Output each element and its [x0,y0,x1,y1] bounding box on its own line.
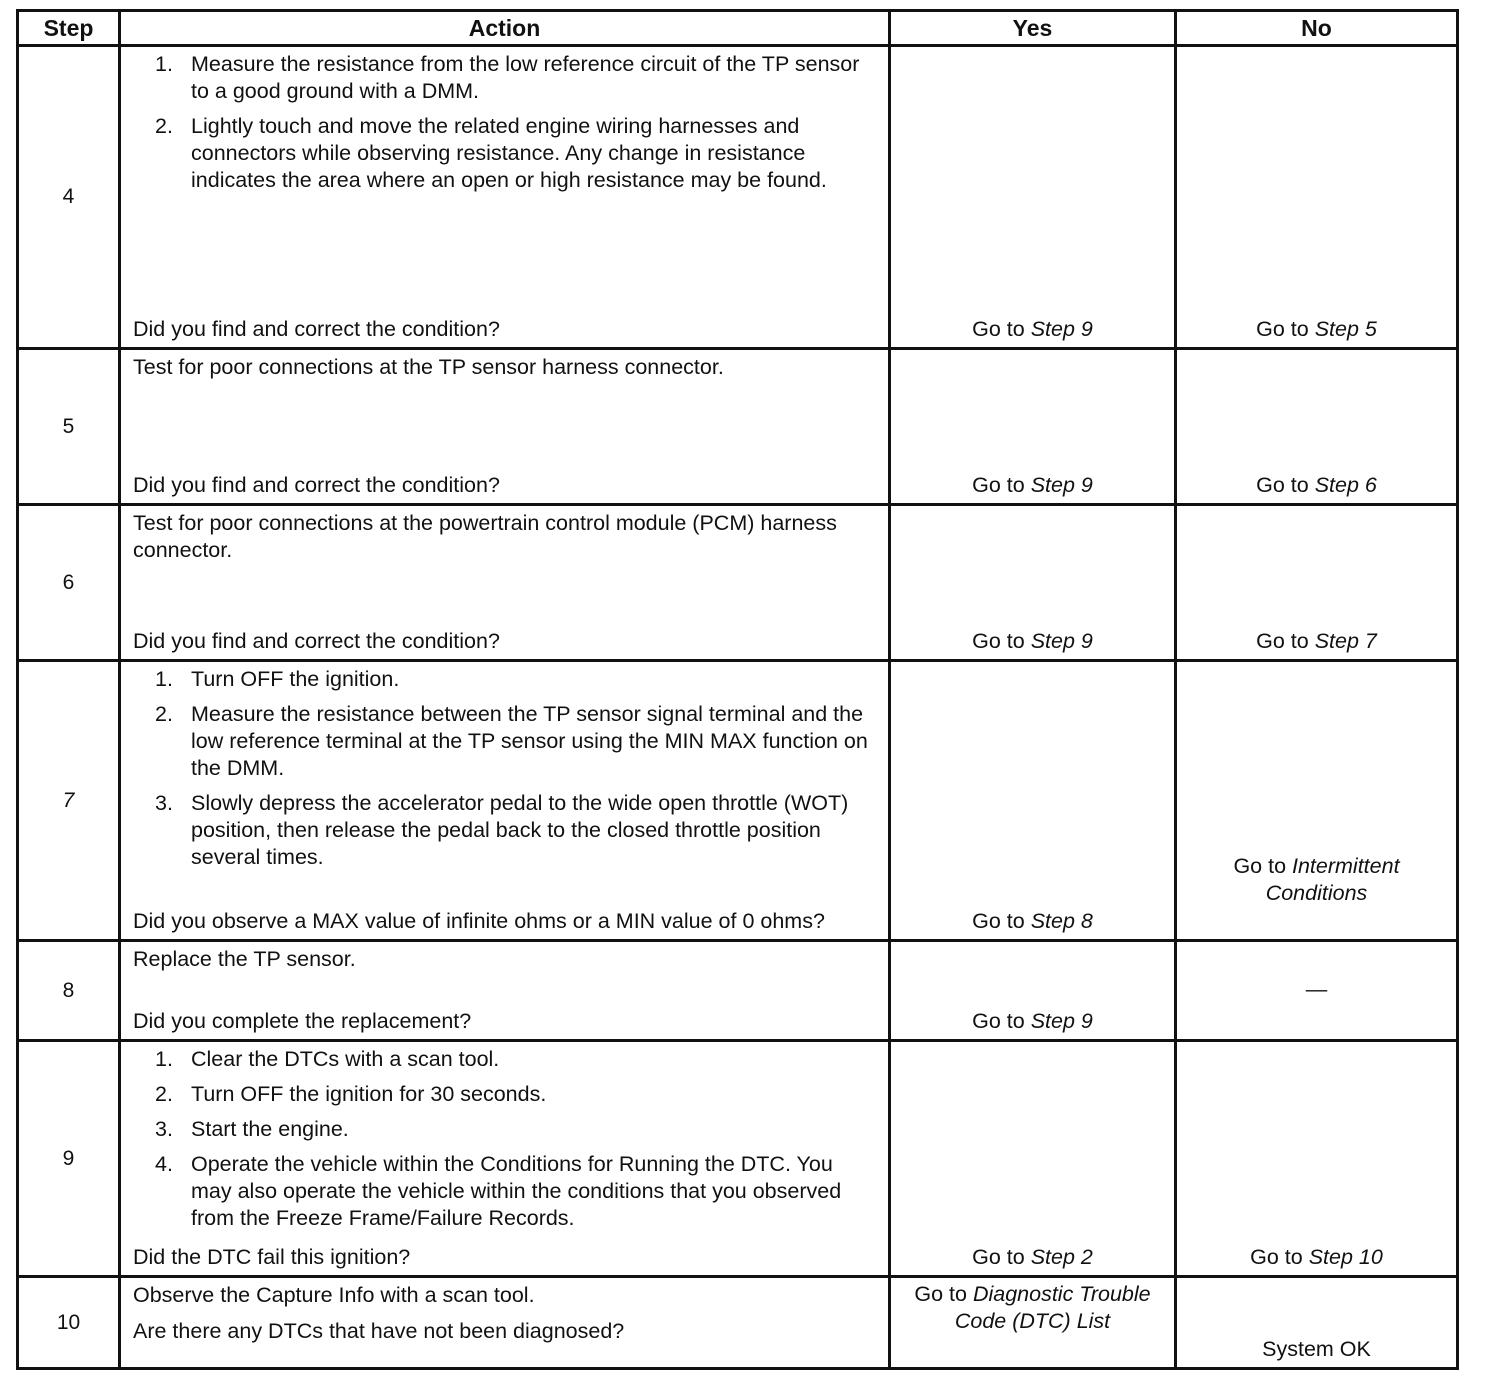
step-number: 6 [18,505,120,661]
yes-answer[interactable]: Go to Step 9 [972,629,1093,653]
no-cell [1176,46,1458,349]
question-text: Did you observe a MAX value of infinite ohms or a MIN value of 0 ohms? [133,909,825,933]
yes-cell [890,1277,1176,1369]
yes-cell [890,46,1176,349]
table-row [18,505,1458,661]
no-cell [1176,349,1458,505]
list-item: 1. Clear the DTCs with a scan tool. [155,1047,500,1071]
list-item: 3. Start the engine. [155,1117,349,1141]
header-step: Step [18,11,120,46]
list-item: 4. Operate the vehicle within the Conditions for Running the DTC. You may also operate the vehicle within the conditions that you observed from the Freeze Frame/Failure Records. [155,1152,842,1230]
yes-cell [890,941,1176,1041]
header-row [18,11,1458,46]
list-item: 1. Turn OFF the ignition. [155,667,400,691]
no-answer[interactable]: Go to Step 6 [1256,473,1377,497]
action-cell [120,1277,890,1369]
action-text: Replace the TP sensor. [133,947,356,971]
action-text: Test for poor connections at the TP sensor harness connector. [133,355,724,379]
question-text: Are there any DTCs that have not been diagnosed? [133,1319,625,1343]
table-row [18,941,1458,1041]
question-text: Did you complete the replacement? [133,1009,472,1033]
header-no: No [1176,11,1458,46]
yes-answer[interactable]: Go to Step 9 [972,317,1093,341]
step-number: 8 [18,941,120,1041]
no-answer[interactable]: Go to Step 5 [1256,317,1377,341]
yes-answer[interactable]: Go to Step 8 [972,909,1093,933]
no-cell [1176,661,1458,941]
no-cell [1176,941,1458,1041]
question-text: Did you find and correct the condition? [133,629,500,653]
question-text: Did you find and correct the condition? [133,317,500,341]
no-cell [1176,1277,1458,1369]
action-cell [120,661,890,941]
no-answer: — [1305,977,1328,1001]
yes-cell [890,349,1176,505]
yes-answer[interactable]: Go to Step 9 [972,1009,1093,1033]
table-row [18,1277,1458,1369]
question-text: Did the DTC fail this ignition? [133,1245,411,1269]
table-row [18,661,1458,941]
action-cell [120,46,890,349]
list-item: 3. Slowly depress the accelerator pedal to the wide open throttle (WOT) position, then release the pedal back to the closed throttle position several times. [155,791,849,869]
table-row [18,349,1458,505]
action-cell [120,349,890,505]
action-cell [120,1041,890,1277]
list-item: 2. Lightly touch and move the related engine wiring harnesses and connectors while observing resistance. Any change in resistance indicates the area where an open or high resistance may be found. [155,114,827,192]
yes-answer[interactable]: Go to Diagnostic Trouble Code (DTC) List [914,1282,1151,1333]
action-text: Test for poor connections at the powertrain control module (PCM) harness connector. [133,511,837,562]
list-item: 1. Measure the resistance from the low reference circuit of the TP sensor to a good ground with a DMM. [155,52,860,103]
yes-cell [890,505,1176,661]
yes-answer[interactable]: Go to Step 9 [972,473,1093,497]
action-cell [120,505,890,661]
step-number: 7 [18,661,120,941]
yes-cell [890,1041,1176,1277]
list-item: 2. Turn OFF the ignition for 30 seconds. [155,1082,547,1106]
no-answer: System OK [1262,1337,1371,1361]
step-number: 10 [18,1277,120,1369]
no-answer[interactable]: Go to Step 7 [1256,629,1377,653]
yes-answer[interactable]: Go to Step 2 [972,1245,1093,1269]
header-action: Action [120,11,890,46]
table-row [18,46,1458,349]
action-text: Observe the Capture Info with a scan tool. [133,1283,535,1307]
no-answer[interactable]: Go to Intermittent Conditions [1233,854,1400,905]
no-cell [1176,1041,1458,1277]
yes-cell [890,661,1176,941]
question-text: Did you find and correct the condition? [133,473,500,497]
no-answer[interactable]: Go to Step 10 [1250,1245,1383,1269]
step-number: 5 [18,349,120,505]
no-cell [1176,505,1458,661]
list-item: 2. Measure the resistance between the TP sensor signal terminal and the low reference terminal at the TP sensor using the MIN MAX function on the DMM. [155,702,868,780]
step-number: 4 [18,46,120,349]
step-number: 9 [18,1041,120,1277]
diagnostic-table [16,9,1459,1370]
table-row [18,1041,1458,1277]
action-cell [120,941,890,1041]
header-yes: Yes [890,11,1176,46]
